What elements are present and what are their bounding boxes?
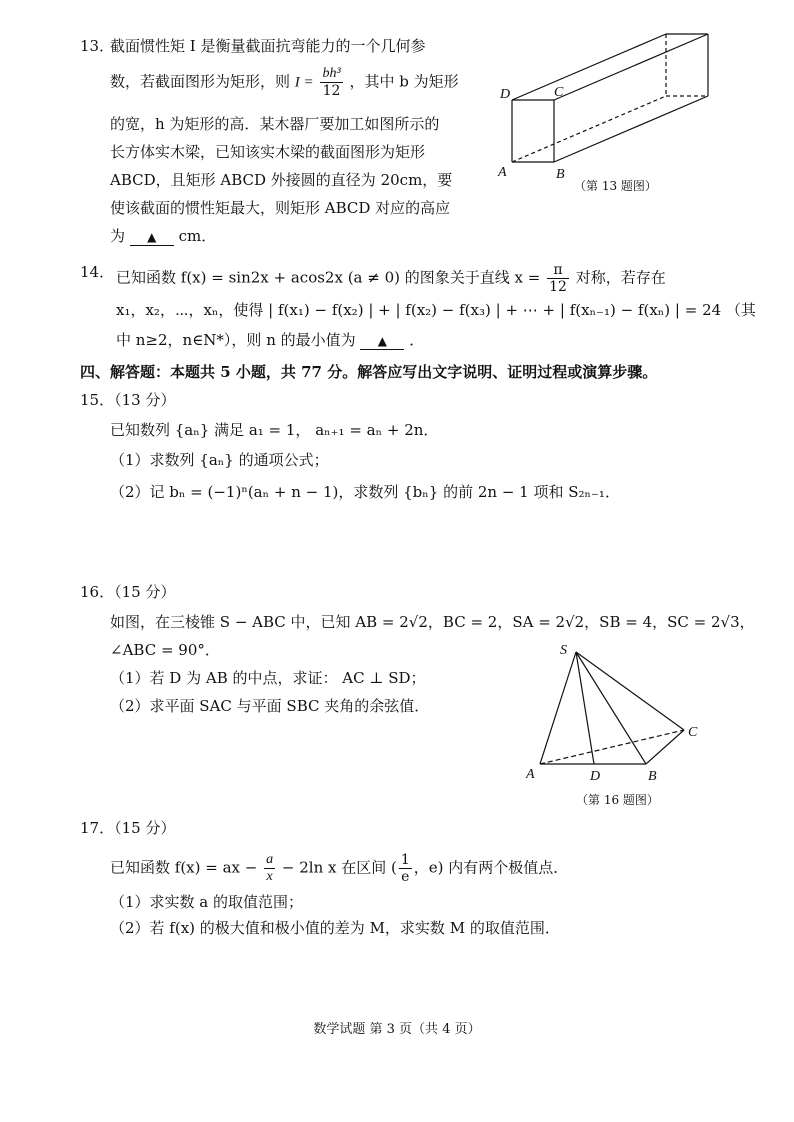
q13-fraction-denominator: 12: [322, 83, 341, 99]
q17-fraction-a-over-x: [264, 852, 275, 885]
label-C: C: [688, 725, 698, 740]
q17-line-1: [110, 852, 568, 885]
q16-pyramid-figure: [520, 638, 720, 788]
q16-line-3: （1）若 D 为 AB 的中点，求证： AC ⊥ SD；: [110, 669, 426, 687]
q17-line-1-text-b: − 2ln x 在区间 (: [281, 858, 397, 877]
q17-fraction-one-over-e: [399, 852, 412, 885]
q14-line-3: [116, 330, 424, 350]
q14-line-1-text-a: 已知函数 f(x) = sin2x + acos2x (a ≠ 0) 的图象关于直线 x =: [116, 268, 541, 287]
label-D: D: [500, 87, 511, 102]
answer-marker-icon: ▲: [147, 230, 157, 244]
q13-line-3: 的宽，h 为矩形的高．某木器厂要加工如图所示的: [110, 115, 440, 133]
q17-fraction2-denominator: e: [401, 869, 410, 885]
label-S: S: [560, 643, 567, 658]
q14-line-1-text-b: 对称，若存在: [575, 268, 666, 287]
q17-number: 17．（15 分）: [80, 819, 176, 837]
answer-marker-icon: ▲: [377, 334, 388, 348]
q13-caption: （第 13 题图）: [574, 179, 657, 193]
q14-line-3-text-b: ．: [409, 331, 425, 349]
label-B: B: [556, 167, 565, 182]
q13-line-6: 使该截面的惯性矩最大，则矩形 ABCD 对应的高应: [110, 199, 451, 217]
label-B: B: [648, 769, 657, 784]
q16-caption: （第 16 题图）: [576, 793, 659, 807]
q16-line-2: ∠ABC = 90°．: [110, 641, 220, 659]
q17-fraction-denominator: x: [266, 869, 273, 884]
q13-line-4: 长方体实木梁，已知该实木梁的截面图形为矩形: [110, 143, 426, 161]
label-A: A: [526, 767, 535, 782]
q13-line-2-text-b: ，其中 b 为矩形: [349, 72, 459, 91]
q14-line-1: [116, 262, 666, 295]
q17-line-1-text-c: ，e) 内有两个极值点．: [413, 858, 569, 877]
q13-fraction-numerator: bh³: [322, 66, 341, 81]
q13-line-7-text-b: cm．: [178, 227, 217, 245]
edge-C-back: [554, 34, 708, 100]
q14-number: 14．: [80, 263, 115, 281]
edge-A-back-hidden: [512, 96, 666, 162]
q16-number: 16．（15 分）: [80, 583, 176, 601]
page-footer: 数学试题 第 3 页（共 4 页）: [313, 1022, 481, 1037]
q13-line-5: ABCD，且矩形 ABCD 外接圆的直径为 20cm，要: [110, 171, 453, 189]
q16-line-4: （2）求平面 SAC 与平面 SBC 夹角的余弦值．: [110, 697, 430, 715]
label-C: C: [554, 85, 564, 100]
edge-SC: [576, 652, 684, 730]
q13-line-7: [110, 226, 216, 246]
section-4-heading: 四、解答题：本题共 5 小题，共 77 分。解答应写出文字说明、证明过程或演算步骤。: [80, 363, 658, 381]
q14-line-3-text-a: 中 n≥2，n∈N*），则 n 的最小值为: [116, 331, 356, 349]
q13-line-1: 截面惯性矩 I 是衡量截面抗弯能力的一个几何参: [110, 37, 426, 55]
q13-line-7-text-a: 为: [110, 227, 126, 245]
q15-line-2: （1）求数列 {aₙ} 的通项公式；: [110, 451, 329, 469]
edge-D-back: [512, 34, 666, 100]
q14-fraction: [547, 262, 569, 295]
edge-SD: [576, 652, 594, 764]
edge-AC-hidden: [540, 730, 684, 764]
q17-line-1-text-a: 已知函数 f(x) = ax −: [110, 858, 258, 877]
q13-formula-lhs: I =: [294, 74, 314, 91]
q13-beam-figure: [490, 28, 720, 188]
q14-line-2: x₁，x₂，⋯，xₙ，使得 | f(x₁) − f(x₂) | + | f(x₂) − f(x₃) | + ⋯ + | f(xₙ₋₁) − f(xₙ) | = 24 （其: [116, 301, 756, 319]
q14-answer-blank: [360, 332, 404, 350]
q15-line-1: 已知数列 {aₙ} 满足 a₁ = 1， aₙ₊₁ = aₙ + 2n．: [110, 421, 439, 439]
q13-answer-blank: [130, 228, 174, 246]
edge-B-back: [554, 96, 708, 162]
label-D: D: [590, 769, 601, 784]
q17-fraction-numerator: a: [266, 852, 274, 867]
q15-number: 15．（13 分）: [80, 391, 176, 409]
q13-fraction: [320, 66, 342, 99]
q17-fraction2-numerator: 1: [400, 852, 410, 868]
q17-line-3: （2）若 f(x) 的极大值和极小值的差为 M，求实数 M 的取值范围．: [110, 919, 560, 937]
q15-line-3: （2）记 bₙ = (−1)ⁿ(aₙ + n − 1)，求数列 {bₙ} 的前 2n − 1 项和 S₂ₙ₋₁．: [110, 483, 620, 501]
q14-fraction-numerator: π: [547, 262, 569, 279]
q13-number: 13．: [80, 37, 115, 55]
edge-SA: [540, 652, 576, 764]
q13-line-2-text-a: 数，若截面图形为矩形，则: [110, 72, 291, 91]
q16-line-1: 如图，在三棱锥 S − ABC 中，已知 AB = 2√2，BC = 2，SA = 2√2，SB = 4，SC = 2√3，: [110, 613, 755, 631]
q17-line-2: （1）求实数 a 的取值范围；: [110, 893, 304, 911]
q14-fraction-denominator: 12: [549, 279, 567, 295]
q13-line-2: [110, 66, 459, 99]
label-A: A: [498, 165, 507, 180]
